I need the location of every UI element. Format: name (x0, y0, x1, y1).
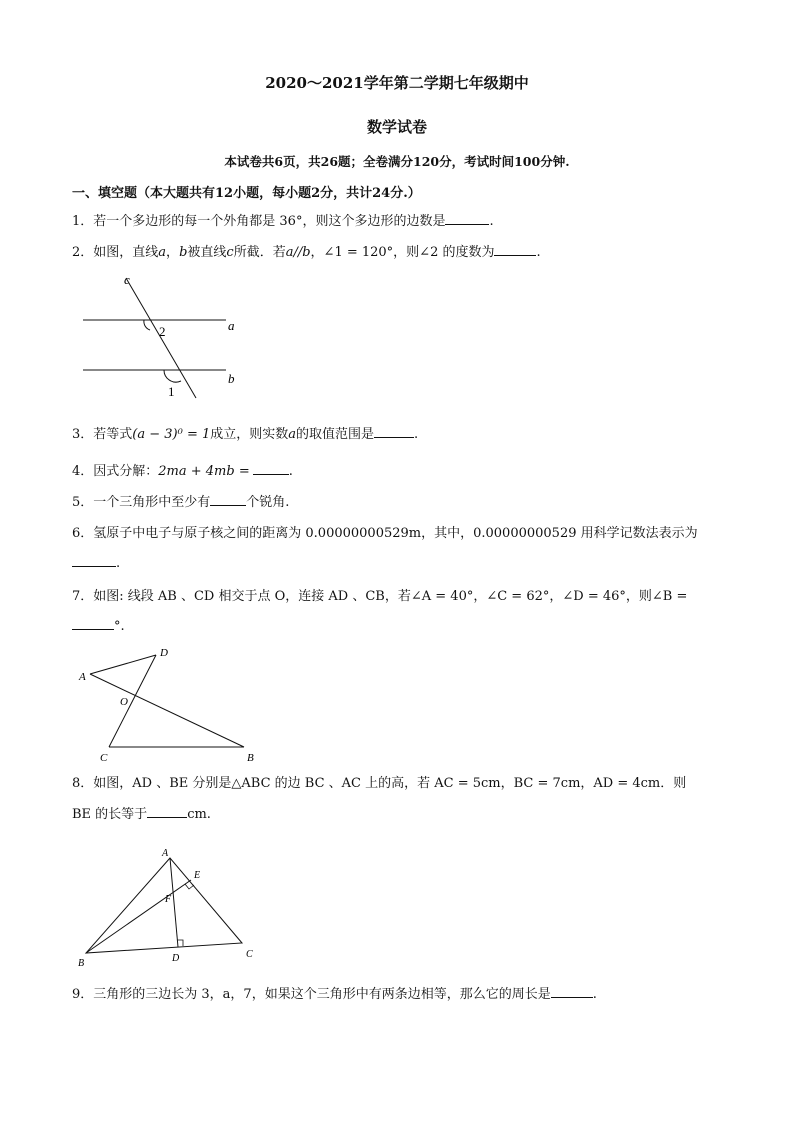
q2-mid2: 所截．若 (233, 245, 286, 260)
q8-answer-blank[interactable] (147, 805, 187, 818)
q2-var-b: b (179, 245, 188, 260)
label-C: C (100, 752, 108, 764)
figure-intersecting-segments (72, 642, 272, 767)
label-C: C (246, 949, 253, 960)
label-F: F (165, 894, 172, 905)
question-2 (72, 243, 541, 263)
q5-pre: 5．一个三角形中至少有 (72, 495, 211, 510)
q1-answer-blank[interactable] (445, 212, 489, 225)
label-B: B (78, 958, 85, 969)
q3-pre: 3．若等式 (72, 427, 133, 442)
q9-text: 9．三角形的三边长为 3，a，7，如果这个三角形中有两条边相等，那么它的周长是 (72, 987, 551, 1002)
label-angle-1: 1 (168, 384, 175, 399)
q4-answer-blank[interactable] (253, 462, 289, 475)
question-6 (72, 524, 698, 544)
q4-post: . (288, 464, 293, 479)
label-A: A (79, 671, 86, 683)
q8-line2-pre: BE 的长等于 (72, 807, 148, 822)
section-heading: 一、填空题（本大题共有12小题，每小题2分，共计24分.） (72, 186, 421, 201)
q2-var-c: c (226, 245, 234, 260)
q7-text: 7．如图: 线段 AB 、CD 相交于点 O，连接 AD 、CB，若∠A = 40°，∠C = 62°，∠D = 46°，则∠B = (72, 589, 688, 604)
q2-answer-blank[interactable] (494, 243, 536, 256)
q2-var-a: a (158, 245, 167, 260)
label-b: b (228, 371, 235, 386)
angle-2-arc (144, 320, 150, 330)
figure-triangle-altitudes (72, 840, 272, 970)
exam-subject: 数学试卷 (366, 118, 427, 136)
label-D: D (160, 647, 168, 659)
triangle-ABC (86, 858, 242, 953)
q3-post: . (414, 427, 419, 442)
question-9 (72, 985, 597, 1005)
q3-var: a (288, 427, 297, 442)
label-c: c (124, 272, 130, 287)
question-8 (72, 774, 686, 794)
label-angle-2: 2 (159, 324, 166, 339)
q3-answer-blank[interactable] (374, 425, 414, 438)
q5-answer-blank[interactable] (210, 493, 246, 506)
q5-post: 个锐角. (246, 495, 290, 510)
q3-equation: (a − 3)⁰ = 1 (132, 427, 211, 442)
q1-text: 1．若一个多边形的每一个外角都是 36°，则这个多边形的边数是 (72, 214, 446, 229)
q6-text: 6．氢原子中电子与原子核之间的距离为 0.00000000529m，其中，0.00000000529 用科学记数法表示为 (72, 526, 698, 541)
question-6-answer-line (72, 554, 120, 574)
exam-title: 2020～2021学年第二学期七年级期中 (265, 74, 529, 92)
q4-expression: 2ma + 4mb = (158, 464, 250, 479)
label-O: O (120, 696, 128, 708)
segment-AB (90, 674, 244, 747)
q2-sep: ， (166, 245, 180, 260)
q8-text: 8．如图，AD 、BE 分别是△ABC 的边 BC 、AC 上的高，若 AC = 5cm，BC = 7cm，AD = 4cm．则 (72, 776, 687, 791)
q2-pre: 2．如图，直线 (72, 245, 159, 260)
q2-mid1: 被直线 (187, 245, 227, 260)
question-4 (72, 462, 293, 482)
figure-parallel-lines (78, 270, 248, 405)
altitude-AD (170, 858, 178, 947)
q3-mid2: 的取值范围是 (296, 427, 375, 442)
question-7-answer-line (72, 617, 125, 637)
q6-answer-blank[interactable] (72, 554, 116, 567)
q9-answer-blank[interactable] (551, 985, 593, 998)
q2-parallel: a//b (285, 245, 311, 260)
q3-mid: 成立，则实数 (210, 427, 289, 442)
question-5 (72, 493, 289, 513)
q7-answer-blank[interactable] (72, 617, 114, 630)
label-E: E (194, 870, 201, 881)
label-A: A (162, 848, 169, 859)
q1-post: . (489, 214, 494, 229)
q2-mid3: ，∠1 = 120°，则∠2 的度数为 (310, 245, 495, 260)
label-B: B (247, 752, 254, 764)
q6-post: . (116, 556, 121, 571)
segment-CD (109, 655, 156, 747)
q9-post: . (592, 987, 597, 1002)
question-7 (72, 587, 687, 607)
q4-pre: 4．因式分解： (72, 464, 159, 479)
q7-post: °. (114, 619, 125, 634)
q8-line2-post: cm. (187, 807, 211, 822)
q2-post: . (536, 245, 541, 260)
question-8-answer-line (72, 805, 211, 825)
segment-AD (90, 655, 156, 674)
exam-info: 本试卷共6页，共26题；全卷满分120分，考试时间100分钟. (224, 154, 570, 169)
angle-1-arc (164, 370, 181, 382)
label-a: a (228, 318, 235, 333)
question-1 (72, 212, 494, 232)
question-3 (72, 425, 418, 445)
label-D: D (172, 953, 180, 964)
